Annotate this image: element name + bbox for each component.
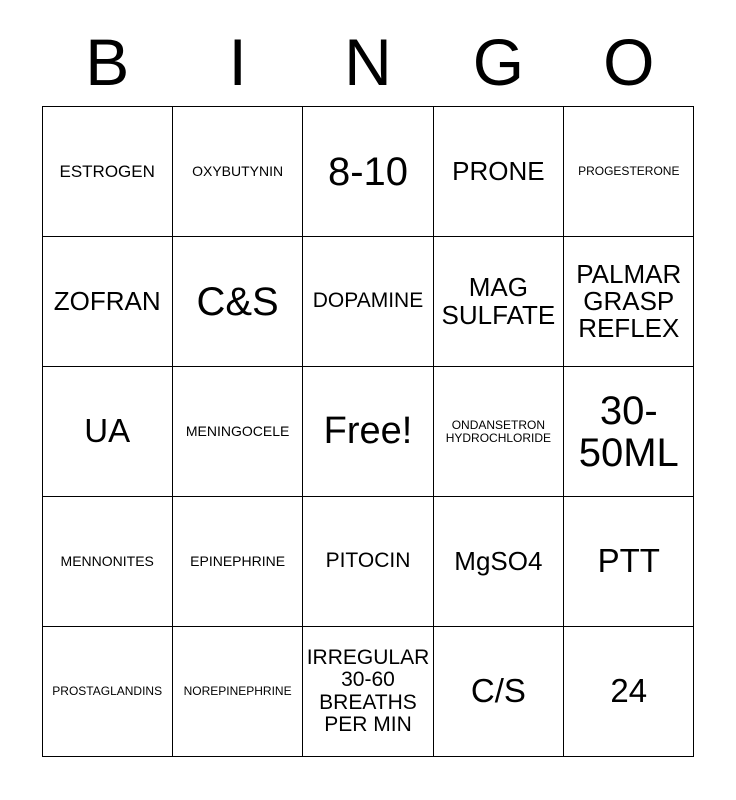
bingo-cell-label: PRONE (452, 155, 545, 186)
bingo-cell-label: C/S (470, 672, 526, 710)
bingo-cell[interactable] (172, 237, 302, 367)
bingo-cell-label: NOREPINEPHRINE (183, 684, 292, 699)
bingo-cell-label: MENNONITES (60, 553, 154, 570)
bingo-cell-label: PALMAR GRASP REFLEX (576, 258, 682, 344)
bingo-cell[interactable] (433, 237, 563, 367)
bingo-cell[interactable] (303, 107, 433, 237)
bingo-cell[interactable] (564, 497, 694, 627)
bingo-cell[interactable] (172, 107, 302, 237)
bingo-row (42, 107, 694, 237)
bingo-cell-label: DOPAMINE (312, 289, 424, 313)
bingo-cell-label: Free! (323, 409, 413, 452)
bingo-cell-label: ONDANSETRON HYDROCHLORIDE (445, 417, 552, 445)
bingo-cell-label: PTT (597, 542, 660, 580)
bingo-cell-label: 30-50ML (578, 388, 679, 475)
bingo-cell-label: IRREGULAR 30-60 BREATHS PER MIN (306, 646, 430, 736)
bingo-cell-label: ZOFRAN (53, 285, 161, 316)
bingo-cell-label: OXYBUTYNIN (192, 163, 284, 180)
bingo-cell[interactable] (564, 107, 694, 237)
header-letter-o: O (603, 25, 655, 99)
bingo-cell[interactable] (303, 237, 433, 367)
bingo-cell[interactable] (42, 627, 172, 757)
bingo-row (42, 627, 694, 757)
bingo-cell-label: UA (84, 412, 131, 450)
header-letter-g: G (472, 25, 525, 99)
bingo-cell[interactable] (42, 237, 172, 367)
bingo-grid (42, 106, 695, 757)
bingo-cell[interactable] (564, 627, 694, 757)
header-letter-b: B (85, 25, 130, 99)
bingo-cell-free[interactable] (303, 367, 433, 497)
bingo-row (42, 237, 694, 367)
bingo-cell[interactable] (433, 627, 563, 757)
bingo-cell-label: MgSO4 (454, 545, 543, 576)
bingo-cell-label: ESTROGEN (59, 161, 155, 181)
bingo-row (42, 497, 694, 627)
bingo-cell-label: 24 (610, 672, 648, 710)
bingo-cell-label: MAG SULFATE (441, 272, 556, 330)
bingo-header (42, 0, 694, 98)
bingo-cell[interactable] (433, 107, 563, 237)
bingo-cell[interactable] (303, 497, 433, 627)
bingo-cell-label: PITOCIN (325, 549, 411, 573)
bingo-cell-label: PROSTAGLANDINS (52, 684, 163, 699)
header-letter-n: N (344, 25, 392, 99)
bingo-cell[interactable] (564, 237, 694, 367)
bingo-cell[interactable] (433, 497, 563, 627)
header-letter-i: I (228, 25, 247, 99)
bingo-cell[interactable] (42, 107, 172, 237)
bingo-cell[interactable] (172, 627, 302, 757)
bingo-row (42, 367, 694, 497)
bingo-cell[interactable] (42, 497, 172, 627)
bingo-cell[interactable] (303, 627, 433, 757)
bingo-cell[interactable] (172, 367, 302, 497)
bingo-cell-label: C&S (196, 279, 279, 324)
bingo-cell-label: EPINEPHRINE (190, 553, 286, 570)
bingo-cell-label: MENINGOCELE (185, 423, 290, 440)
bingo-cell[interactable] (172, 497, 302, 627)
bingo-cell-label: PROGESTERONE (578, 164, 680, 179)
bingo-cell-label: 8-10 (327, 149, 409, 194)
bingo-cell[interactable] (433, 367, 563, 497)
bingo-cell[interactable] (42, 367, 172, 497)
bingo-cell[interactable] (564, 367, 694, 497)
